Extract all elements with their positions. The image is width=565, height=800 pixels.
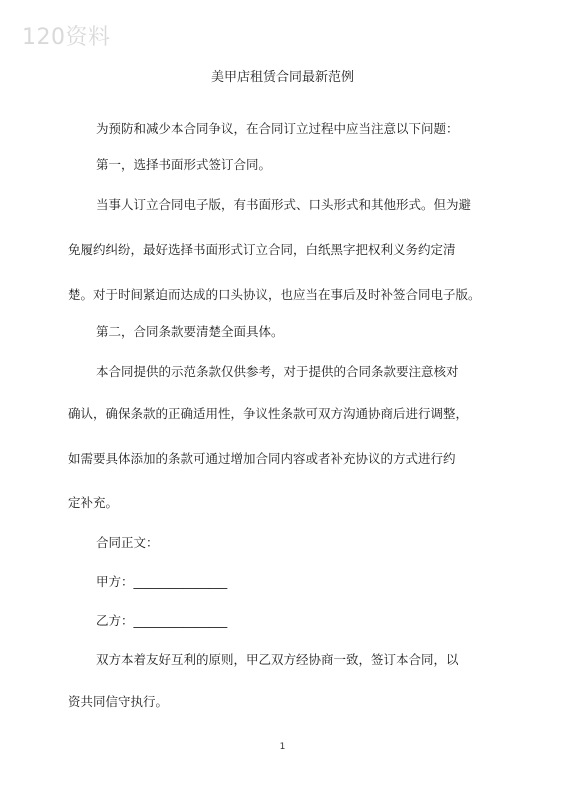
intro-paragraph-line: 为预防和减少本合同争议，在合同订立过程中应当注意以下问题： xyxy=(96,121,459,136)
watermark-logo: 120资料 xyxy=(22,25,111,50)
paragraph-line: 双方本着友好互利的原则，甲乙双方经协商一致，签订本合同，以 xyxy=(96,652,459,667)
contract-body-heading: 合同正文： xyxy=(96,535,159,550)
paragraph-line: 免履约纠纷，最好选择书面形式订立合同，白纸黑字把权利义务约定清 xyxy=(68,242,456,257)
paragraph-line: 本合同提供的示范条款仅供参考，对于提供的合同条款要注意核对 xyxy=(96,364,459,379)
paragraph-line: 定补充。 xyxy=(68,495,119,510)
paragraph-line: 如需要具体添加的条款可通过增加合同内容或者补充协议的方式进行约 xyxy=(68,451,456,466)
page-number: 1 xyxy=(279,742,286,752)
party-b-field: 乙方：_______________ xyxy=(96,613,228,628)
point-two-heading: 第二，合同条款要清楚全面具体。 xyxy=(96,324,284,339)
paragraph-line: 楚。对于时间紧迫而达成的口头协议，也应当在事后及时补签合同电子版。 xyxy=(68,287,481,302)
paragraph-line: 确认，确保条款的正确适用性，争议性条款可双方沟通协商后进行调整， xyxy=(68,406,469,421)
paragraph-line: 当事人订立合同电子版，有书面形式、口头形式和其他形式。但为避 xyxy=(96,197,472,212)
point-one-heading: 第一，选择书面形式签订合同。 xyxy=(96,157,272,172)
paragraph-line: 资共同信守执行。 xyxy=(68,694,169,709)
document-title: 美甲店租赁合同最新范例 xyxy=(210,70,354,85)
party-a-field: 甲方：_______________ xyxy=(96,574,228,589)
